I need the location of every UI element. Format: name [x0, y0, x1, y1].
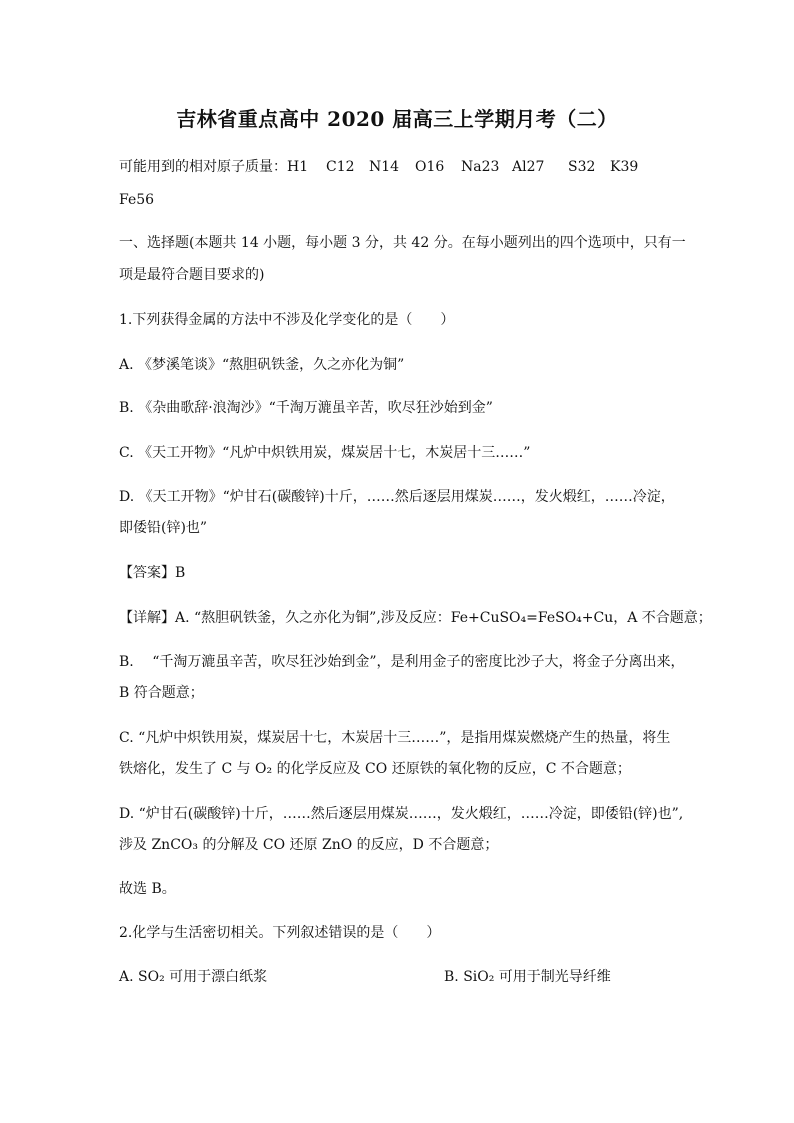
- question-1-detail-a: [119, 608, 712, 628]
- question-2-option-b: B. SiO₂ 可用于制光导纤维: [444, 969, 611, 985]
- question-1-conclusion: 故选 B。: [119, 881, 176, 897]
- atomic-mass-item: O16: [415, 159, 445, 175]
- question-1-answer: 【答案】B: [119, 565, 186, 581]
- question-1-detail-c-cont: 铁熔化，发生了 C 与 O₂ 的化学反应及 CO 还原铁的氧化物的反应，C 不合题意；: [119, 761, 631, 777]
- atomic-masses-label: 可能用到的相对原子质量：: [119, 159, 287, 175]
- atomic-mass-item: C12: [326, 159, 355, 175]
- question-1-option-a: A. 《梦溪笔谈》“熬胆矾铁釜，久之亦化为铜”: [119, 357, 405, 373]
- question-2-option-a: A. SO₂ 可用于漂白纸浆: [119, 969, 268, 985]
- detail-label: 【详解】: [119, 610, 175, 626]
- atomic-mass-item: Na23: [461, 159, 500, 175]
- question-1-detail-c: C. “凡炉中炽铁用炭，煤炭居十七，木炭居十三……”，是指用煤炭燃烧产生的热量，将生: [119, 730, 671, 746]
- question-1-option-b: B. 《杂曲歌辞·浪淘沙》“千淘万漉虽辛苦，吹尽狂沙始到金”: [119, 400, 493, 416]
- atomic-mass-item: Al27: [512, 159, 545, 175]
- question-1-option-c: C. 《天工开物》“凡炉中炽铁用炭，煤炭居十七，木炭居十三……”: [119, 445, 531, 461]
- question-1-detail-b: B. “千淘万漉虽辛苦，吹尽狂沙始到金”，是利用金子的密度比沙子大，将金子分离出来，: [119, 654, 685, 670]
- detail-a-text: A. “熬胆矾铁釜，久之亦化为铜”,涉及反应：Fe+CuSO₄=FeSO₄+Cu，A 不合题意；: [175, 610, 712, 626]
- question-1-detail-d-cont: 涉及 ZnCO₃ 的分解及 CO 还原 ZnO 的反应，D 不合题意；: [119, 837, 499, 853]
- question-1-stem: 1.下列获得金属的方法中不涉及化学变化的是（ ）: [119, 312, 455, 328]
- question-1-option-d-cont: 即倭铅(锌)也”: [119, 520, 208, 536]
- atomic-mass-item: Fe56: [119, 192, 155, 208]
- section-heading-cont: 项是最符合题目要求的): [119, 267, 265, 283]
- atomic-mass-item: N14: [369, 159, 400, 175]
- question-1-option-d: D. 《天工开物》“炉甘石(碳酸锌)十斤，……然后逐层用煤炭……，发火煅红，……冷淀，: [119, 489, 675, 505]
- page-title: 吉林省重点高中 2020 届高三上学期月考（二）: [176, 107, 618, 131]
- question-1-detail-d: D. “炉甘石(碳酸锌)十斤，……然后逐层用煤炭……，发火煅红，……冷淀，即倭铅(锌)也”,: [119, 806, 684, 822]
- atomic-mass-item: S32: [568, 159, 596, 175]
- atomic-mass-item: K39: [610, 159, 639, 175]
- section-heading: 一、选择题(本题共 14 小题，每小题 3 分，共 42 分。在每小题列出的四个选项中，只有一: [119, 235, 686, 251]
- atomic-mass-item: H1: [287, 159, 309, 175]
- atomic-masses-line: [119, 157, 455, 177]
- question-2-stem: 2.化学与生活密切相关。下列叙述错误的是（ ）: [119, 925, 441, 941]
- question-1-detail-b-cont: B 符合题意；: [119, 685, 204, 701]
